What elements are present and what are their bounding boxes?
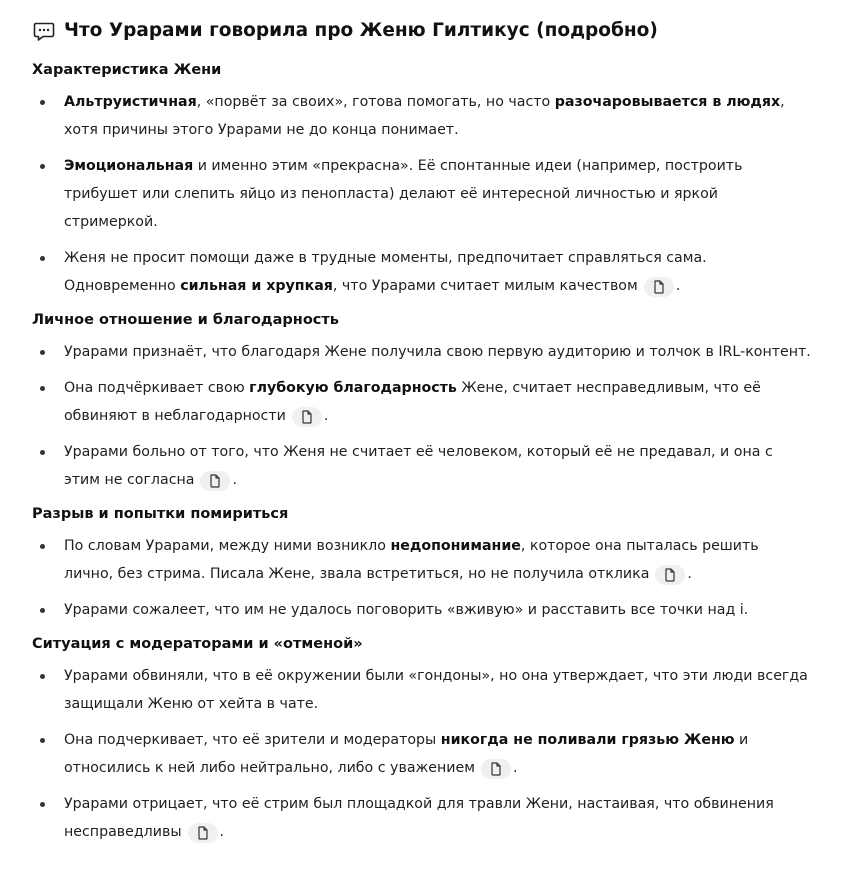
document-icon bbox=[490, 762, 502, 776]
list-item bbox=[32, 596, 812, 624]
item-text: Она подчёркивает свою bbox=[64, 380, 250, 396]
trailing-text: . bbox=[323, 408, 329, 424]
list-item bbox=[32, 726, 812, 782]
list-item bbox=[32, 374, 812, 430]
item-text: Урарами больно от того, что Женя не считает её человеком, который её не предавал, и она с этим не согласна bbox=[64, 444, 773, 488]
document-icon bbox=[209, 474, 221, 488]
bullet-list bbox=[32, 338, 812, 494]
item-text: и именно этим «прекрасна». Её спонтанные идеи (например, построить трибушет или слепить яйцо из пенопласта) делают её интересной личностью и яркой стримеркой. bbox=[64, 158, 743, 230]
bold-text: недопонимание bbox=[390, 538, 521, 554]
source-chip[interactable] bbox=[644, 277, 674, 297]
list-item bbox=[32, 790, 812, 846]
document-icon bbox=[653, 280, 665, 294]
item-text: Урарами сожалеет, что им не удалось поговорить «вживую» и расставить все точки над i. bbox=[64, 602, 749, 618]
bold-text: глубокую благодарность bbox=[249, 380, 457, 396]
item-text: Она подчеркивает, что её зрители и модераторы bbox=[64, 732, 441, 748]
list-item bbox=[32, 532, 812, 588]
item-text: Урарами отрицает, что её стрим был площадкой для травли Жени, настаивая, что обвинения несправедливы bbox=[64, 796, 774, 840]
item-text: По словам Урарами, между ними возникло bbox=[64, 538, 391, 554]
section bbox=[32, 502, 812, 624]
bold-text: сильная и хрупкая bbox=[180, 278, 333, 294]
item-text: , которое она пыталась решить лично, без стрима. Писала Жене, звала встретиться, но не получила отклика bbox=[64, 538, 759, 582]
trailing-text: . bbox=[687, 566, 692, 582]
bold-text: Эмоциональная bbox=[64, 158, 194, 174]
source-chip[interactable] bbox=[188, 823, 218, 843]
document-icon bbox=[301, 410, 313, 424]
source-chip[interactable] bbox=[200, 471, 230, 491]
item-text: Урарами признаёт, что благодаря Жене получила свою первую аудиторию и толчок в IRL-контент. bbox=[64, 344, 811, 360]
item-text: Женя не просит помощи даже в трудные моменты, предпочитает справляться сама. Одновременно bbox=[64, 250, 707, 294]
list-item bbox=[32, 152, 812, 236]
list-item bbox=[32, 338, 812, 366]
sections bbox=[32, 58, 812, 846]
bold-text: разочаровывается в людях bbox=[554, 94, 781, 110]
list-item bbox=[32, 662, 812, 718]
source-chip[interactable] bbox=[481, 759, 511, 779]
bold-text: никогда не поливали грязью Женю bbox=[440, 732, 735, 748]
bold-text: Альтруистичная bbox=[64, 94, 197, 110]
item-text: , «порвёт за своих», готова помогать, но часто bbox=[196, 94, 555, 110]
section-heading: Ситуация с модераторами и «отменой» bbox=[32, 636, 363, 652]
section bbox=[32, 308, 812, 494]
bullet-list bbox=[32, 532, 812, 624]
list-item bbox=[32, 88, 812, 144]
item-text: и относились к ней либо нейтрально, либо с уважением bbox=[64, 732, 749, 776]
list-item bbox=[32, 438, 812, 494]
section-heading: Личное отношение и благодарность bbox=[32, 312, 339, 328]
item-text: Урарами обвиняли, что в её окружении были «гондоны», но она утверждает, что эти люди всегда защищали Женю от хейта в чате. bbox=[64, 668, 808, 712]
item-text: , хотя причины этого Урарами не до конца понимает. bbox=[64, 94, 785, 138]
trailing-text: . bbox=[232, 472, 237, 488]
document-icon bbox=[197, 826, 209, 840]
trailing-text: . bbox=[512, 760, 518, 776]
document-icon bbox=[664, 568, 676, 582]
source-chip[interactable] bbox=[655, 565, 685, 585]
bullet-list bbox=[32, 662, 812, 846]
trailing-text: . bbox=[675, 278, 681, 294]
bullet-list bbox=[32, 88, 812, 300]
section bbox=[32, 58, 812, 300]
source-chip[interactable] bbox=[292, 407, 322, 427]
item-text: , что Урарами считает милым качеством bbox=[332, 278, 638, 294]
section bbox=[32, 632, 812, 846]
section-heading: Характеристика Жени bbox=[32, 62, 222, 78]
item-text: Жене, считает несправедливым, что её обвиняют в неблагодарности bbox=[64, 380, 761, 424]
list-item bbox=[32, 244, 812, 300]
section-heading: Разрыв и попытки помириться bbox=[32, 506, 289, 522]
page-title bbox=[32, 14, 812, 48]
chat-bubble-icon bbox=[32, 19, 56, 43]
trailing-text: . bbox=[219, 824, 225, 840]
title-text: Что Урарами говорила про Женю Гилтикус (подробно) bbox=[64, 20, 658, 41]
